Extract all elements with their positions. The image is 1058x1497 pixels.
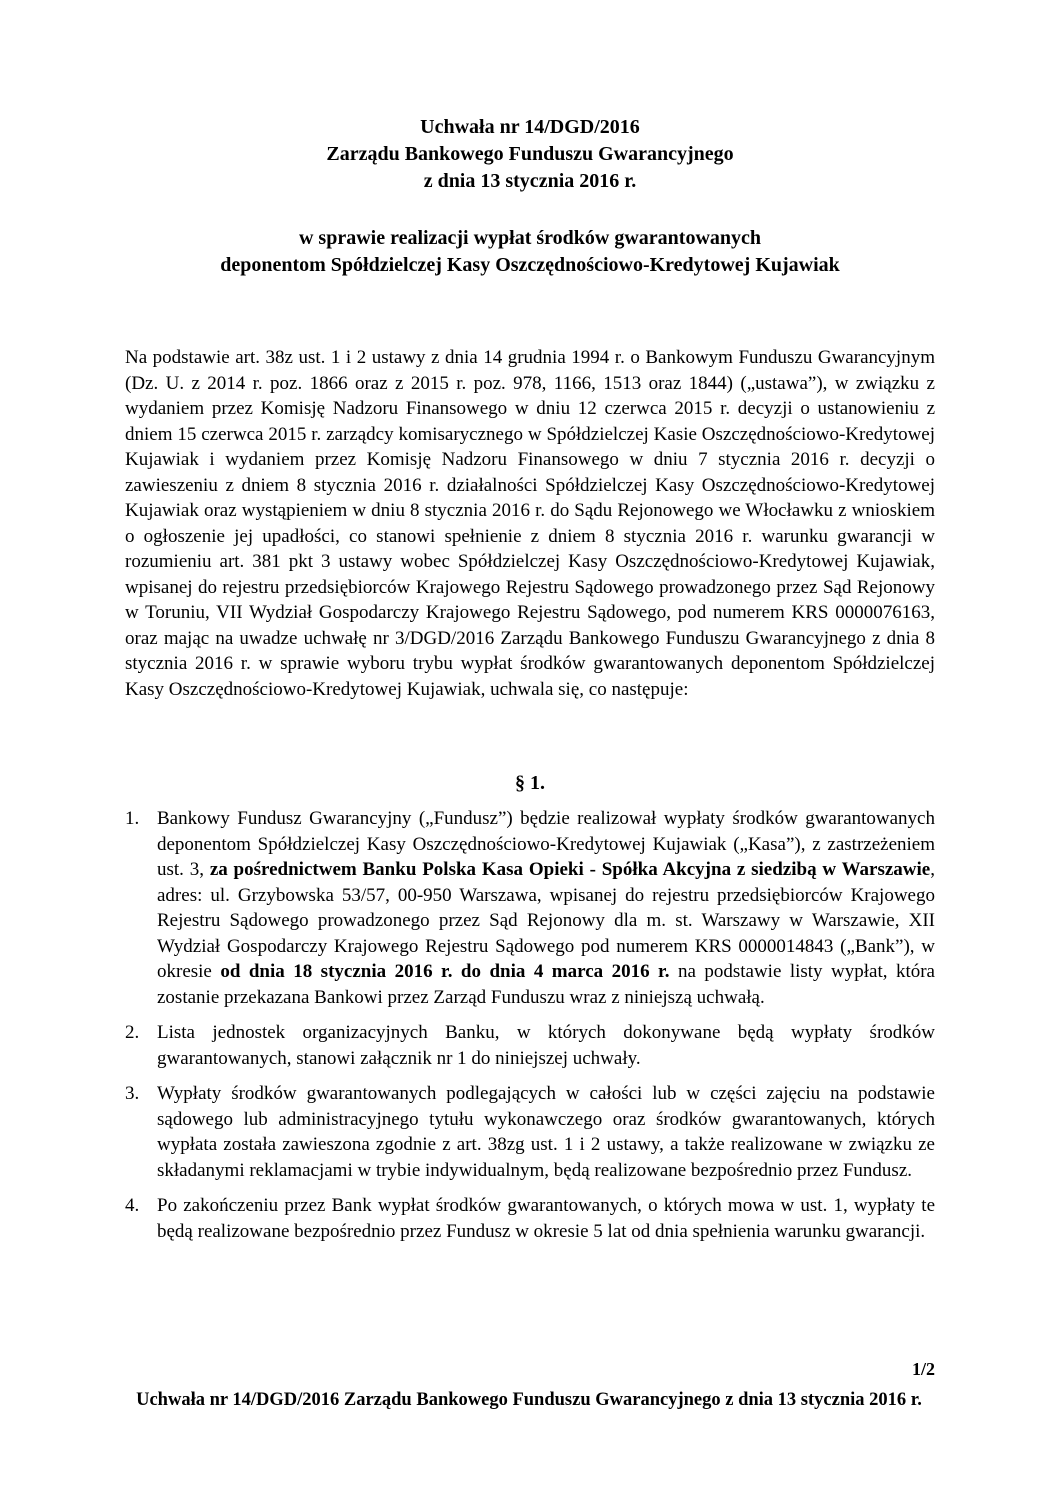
text-segment-bold: za pośrednictwem Banku Polska Kasa Opieki - Spółka Akcyjna z siedzibą w Warszawie — [209, 859, 931, 880]
list-item-number: 1. — [125, 808, 140, 829]
preamble-paragraph: Na podstawie art. 38z ust. 1 i 2 ustawy z dnia 14 grudnia 1994 r. o Bankowym Funduszu Gwarancyjnym (Dz. U. z 2014 r. poz. 1866 oraz z 2015 r. poz. 978, 1166, 1513 oraz 1844) („ustawa”), w związku z wydaniem przez Komisję Nadzoru Finansowego w dniu 12 czerwca 2015 r. decyzji o ustanowieniu z dniem 15 czerwca 2015 r. zarządcy komisarycznego w Spółdzielczej Kasie Oszczędnościowo-Kredytowej Kujawiak i wydaniem przez Komisję Nadzoru Finansowego w dniu 7 stycznia 2016 r. decyzji o zawieszeniu z dniem 8 stycznia 2016 r. działalności Spółdzielczej Kasy Oszczędnościowo-Kredytowej Kujawiak oraz wystąpieniem w dniu 8 stycznia 2016 r. do Sądu Rejonowego we Włocławku z wnioskiem o ogłoszenie jej upadłości, co stanowi spełnienie z dniem 8 stycznia 2016 r. warunku gwarancji w rozumieniu art. 381 pkt 3 ustawy wobec Spółdzielczej Kasy Oszczędnościowo-Kredytowej Kujawiak, wpisanej do rejestru przedsiębiorców Krajowego Rejestru Sądowego prowadzonego przez Sąd Rejonowy w Toruniu, VII Wydział Gospodarczy Krajowego Rejestru Sądowego, pod numerem KRS 0000076163, oraz mając na uwadze uchwałę nr 3/DGD/2016 Zarządu Bankowego Funduszu Gwarancyjnego z dnia 8 stycznia 2016 r. w sprawie wyboru trybu wypłat środków gwarantowanych deponentom Spółdzielczej Kasy Oszczędnościowo-Kredytowej Kujawiak, uchwala się, co następuje: — [125, 347, 935, 700]
subject-line-2: deponentom Spółdzielczej Kasy Oszczędnościowo-Kredytowej Kujawiak — [220, 254, 840, 276]
list-item-number: 3. — [125, 1083, 140, 1104]
list-item-4 — [125, 1193, 935, 1244]
footer-line: Uchwała nr 14/DGD/2016 Zarządu Bankowego Funduszu Gwarancyjnego z dnia 13 stycznia 2016 r. — [136, 1390, 922, 1410]
section-items — [125, 806, 935, 1244]
text-segment-bold: od dnia 18 stycznia 2016 r. do dnia 4 marca 2016 r. — [220, 961, 670, 982]
list-item-text — [157, 806, 935, 1010]
page-number: 1/2 — [911, 1359, 935, 1379]
text-segment: na podstawie listy wypłat, która zostanie przekazana Bankowi przez Zarząd Funduszu wraz z niniejszą uchwałą. — [157, 961, 935, 1008]
text-segment: , adres: ul. Grzybowska 53/57, 00-950 Warszawa, wpisanej do rejestru przedsiębiorców Krajowego Rejestru Sądowego prowadzonego przez Sąd Rejonowy dla m. st. Warszawy w Warszawie, XII Wydział Gospodarczy Krajowego Rejestru Sądowego pod numerem KRS 0000014843 („Bank”), w okresie — [157, 859, 935, 982]
title-line-3: z dnia 13 stycznia 2016 r. — [423, 170, 637, 192]
document-title — [125, 114, 935, 195]
text-segment: Bankowy Fundusz Gwarancyjny („Fundusz”) będzie realizował wypłaty środków gwarantowanych deponentom Spółdzielczej Kasy Oszczędnościowo-Kredytowej Kujawiak („Kasa”), z zastrzeżeniem ust. 3, — [157, 808, 935, 880]
text-segment: Wypłaty środków gwarantowanych podlegających w całości lub w części zajęciu na podstawie sądowego lub administracyjnego tytułu wykonawczego oraz środków gwarantowanych, których wypłata została zawieszona zgodnie z art. 38zg ust. 1 i 2 ustawy, a także realizowane w związku ze składanymi reklamacjami w trybie indywidualnym, będą realizowane bezpośrednio przez Fundusz. — [157, 1083, 935, 1181]
list-item-number: 2. — [125, 1022, 140, 1043]
list-item-3 — [125, 1081, 935, 1183]
list-item-text — [157, 1081, 935, 1183]
section-heading: § 1. — [515, 772, 545, 794]
text-segment: Po zakończeniu przez Bank wypłat środków gwarantowanych, o których mowa w ust. 1, wypłaty te będą realizowane bezpośrednio przez Fundusz w okresie 5 lat od dnia spełnienia warunku gwarancji. — [157, 1195, 935, 1242]
document-content — [125, 0, 935, 1244]
subject-line-1: w sprawie realizacji wypłat środków gwarantowanych — [298, 227, 762, 249]
list-item-text — [157, 1193, 935, 1244]
title-line-1: Uchwała nr 14/DGD/2016 — [420, 116, 640, 138]
text-segment: Lista jednostek organizacyjnych Banku, w których dokonywane będą wypłaty środków gwarantowanych, stanowi załącznik nr 1 do niniejszej uchwały. — [157, 1022, 935, 1069]
list-item-text — [157, 1020, 935, 1071]
list-item-1 — [125, 806, 935, 1010]
list-item-2 — [125, 1020, 935, 1071]
title-line-2: Zarządu Bankowego Funduszu Gwarancyjnego — [326, 143, 734, 165]
list-item-number: 4. — [125, 1195, 140, 1216]
document-subject — [125, 225, 935, 279]
